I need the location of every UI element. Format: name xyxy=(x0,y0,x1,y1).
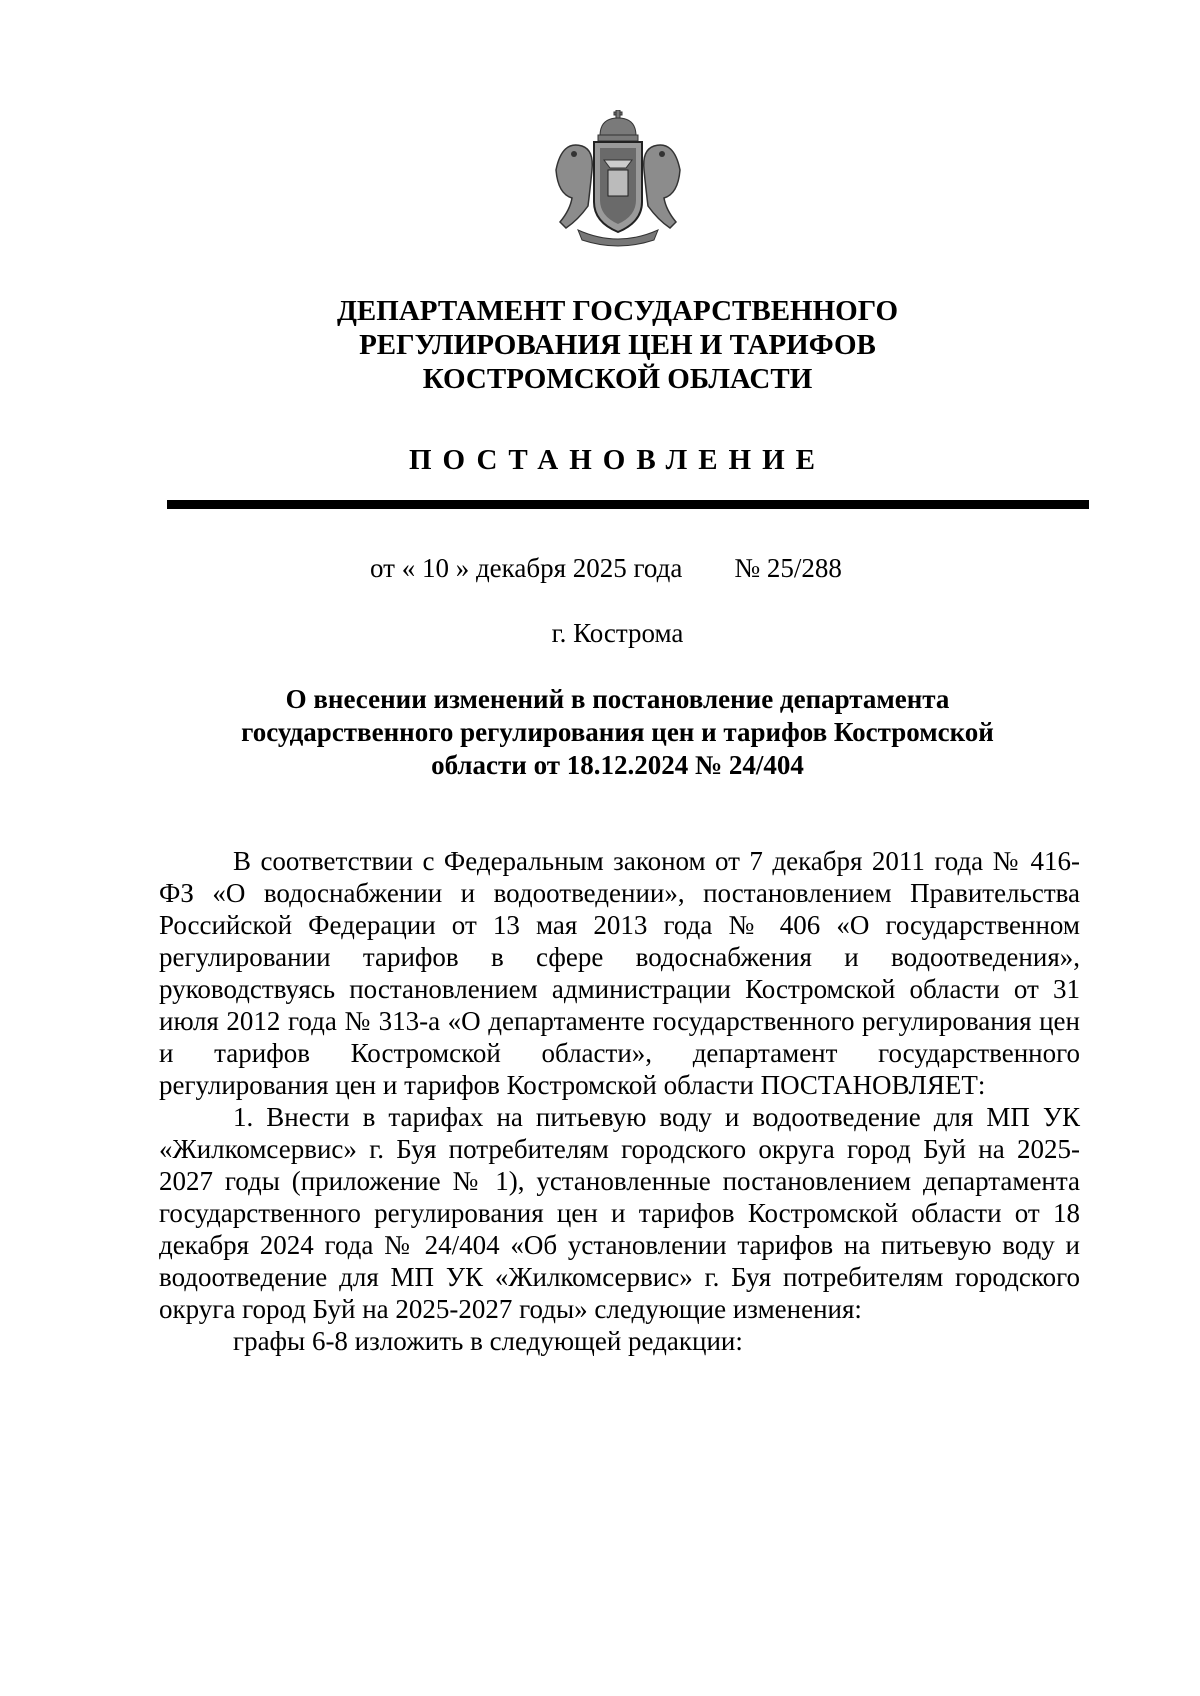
coat-of-arms-emblem xyxy=(548,110,688,250)
document-date: от « 10 » декабря 2025 года xyxy=(370,553,683,583)
subject-line-3: области от 18.12.2024 № 24/404 xyxy=(431,750,804,780)
document-city: г. Кострома xyxy=(551,618,684,648)
date-number-line xyxy=(370,553,842,584)
department-title-line-1: ДЕПАРТАМЕНТ ГОСУДАРСТВЕННОГО xyxy=(336,295,898,327)
document-subject xyxy=(200,683,1035,782)
department-title-line-3: КОСТРОМСКОЙ ОБЛАСТИ xyxy=(422,363,813,395)
preamble-paragraph: В соответствии с Федеральным законом от 7 декабря 2011 года № 416-ФЗ «О водоснабжении и водоотведении», постановлением Правительства Российской Федерации от 13 мая 2013 года № 406 «О государственном регулировании тарифов в сфере водоснабжения и водоотведения», руководствуясь постановлением администрации Костромской области от 31 июля 2012 года № 313-а «О департаменте государственного регулирования цен и тарифов Костромской области», департамент государственного регулирования цен и тарифов Костромской области ПОСТАНОВЛЯЕТ: xyxy=(159,846,1080,1100)
department-title xyxy=(0,294,1200,396)
header-divider xyxy=(167,500,1089,509)
item-1-detail-paragraph: графы 6-8 изложить в следующей редакции: xyxy=(233,1326,743,1356)
subject-line-2: государственного регулирования цен и тарифов Костромской xyxy=(241,717,994,747)
department-title-line-2: РЕГУЛИРОВАНИЯ ЦЕН И ТАРИФОВ xyxy=(359,329,876,361)
item-1-paragraph: 1. Внести в тарифах на питьевую воду и водоотведение для МП УК «Жилкомсервис» г. Буя потребителям городского округа город Буй на 2025-2027 годы (приложение № 1), установленные постановлением департамента государственного регулирования цен и тарифов Костромской области от 18 декабря 2024 года № 24/404 «Об установлении тарифов на питьевую воду и водоотведение для МП УК «Жилкомсервис» г. Буя потребителям городского округа город Буй на 2025-2027 годы» следующие изменения: xyxy=(159,1102,1080,1324)
subject-line-1: О внесении изменений в постановление департамента xyxy=(285,684,950,714)
document-number: № 25/288 xyxy=(734,553,842,583)
document-body xyxy=(159,845,1080,1357)
document-type-heading: ПОСТАНОВЛЕНИЕ xyxy=(408,444,826,476)
